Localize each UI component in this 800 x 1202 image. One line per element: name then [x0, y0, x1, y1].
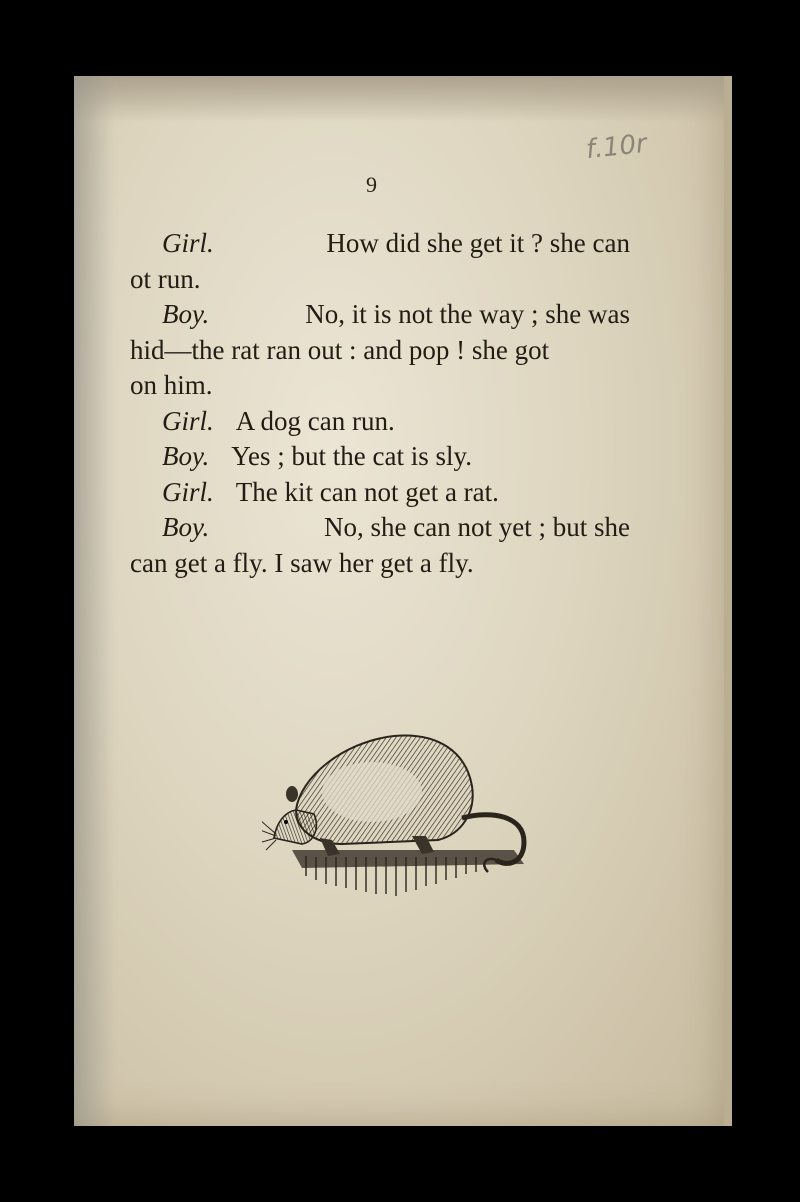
- speaker-label: Boy.: [162, 512, 210, 542]
- dialogue-line: [130, 297, 630, 333]
- dialogue-line: [130, 262, 630, 298]
- dialogue-speech: The kit can not get a rat.: [235, 476, 499, 507]
- dialogue-speech: No, she can not yet ; but she: [324, 512, 630, 542]
- dialogue-line: [130, 510, 630, 546]
- dialogue-line: [130, 333, 630, 369]
- pencil-annotation: f.10r: [584, 128, 649, 166]
- speaker-label: Boy.: [162, 441, 210, 471]
- speaker-label: Boy.: [162, 299, 210, 329]
- dialogue-line: [130, 475, 630, 511]
- dialogue-line: [130, 404, 630, 440]
- dialogue-speech: A dog can run.: [235, 405, 395, 436]
- rat-engraving-icon: [262, 726, 532, 906]
- dialogue-line: [130, 439, 630, 475]
- speaker-label: Girl.: [162, 405, 214, 436]
- dialogue-text: [130, 226, 630, 581]
- speaker-label: Girl.: [162, 476, 214, 507]
- dialogue-line: [130, 368, 630, 404]
- dialogue-speech: No, it is not the way ; she was: [305, 299, 630, 329]
- dialogue-speech: How did she get it ? she can: [326, 228, 630, 258]
- dialogue-continuation: ot run.: [130, 263, 201, 294]
- dialogue-line: [130, 226, 630, 262]
- dialogue-continuation: on him.: [130, 370, 213, 400]
- dialogue-continuation: hid—the rat ran out : and pop ! she got: [130, 334, 550, 365]
- page-number: 9: [366, 172, 377, 197]
- speaker-label: Girl.: [162, 228, 214, 258]
- dialogue-continuation: can get a fly. I saw her get a fly.: [130, 547, 474, 578]
- dialogue-speech: Yes ; but the cat is sly.: [231, 441, 473, 471]
- dialogue-line: [130, 546, 630, 582]
